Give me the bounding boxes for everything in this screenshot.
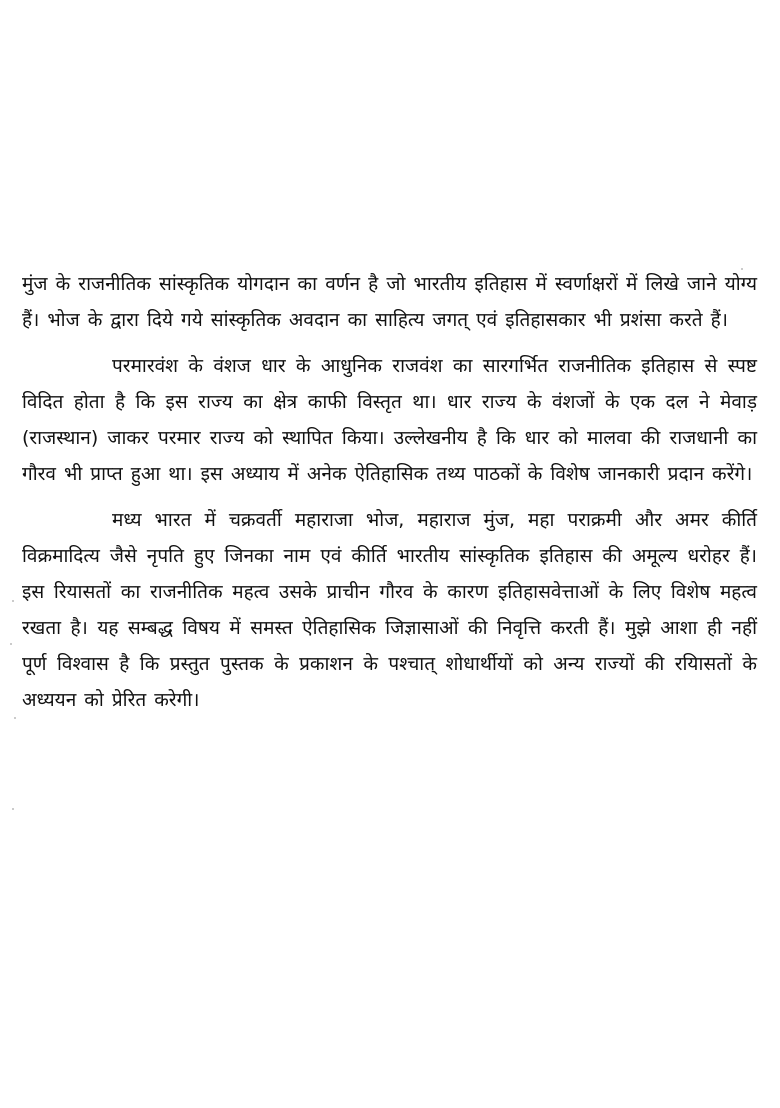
scan-speck	[14, 717, 16, 719]
scan-speck	[741, 268, 743, 270]
paragraph-munj-contribution: मुंज के राजनीतिक सांस्कृतिक योगदान का वर्णन है जो भारतीय इतिहास में स्वर्णाक्षरों में लिखे जाने योग्य हैं। भोज के द्वारा दिये गये सांस्कृतिक अवदान का साहित्य जगत् एवं इतिहासकार भी प्रशंसा करते हैं।	[22, 273, 757, 331]
scan-speck	[10, 643, 12, 645]
paragraph-central-india-kings: मध्य भारत में चक्रवर्ती महाराजा भोज, महाराज मुंज, महा पराक्रमी और अमर कीर्ति विक्रमादित्य जैसे नृपति हुए जिनका नाम एवं कीर्ति भारतीय सांस्कृतिक इतिहास की अमूल्य धरोहर हैं। इस रियासतों का राजनीतिक महत्व उसके प्राचीन गौरव के कारण इतिहासवेत्ताओं के लिए विशेष महत्व रखता है। यह सम्बद्ध विषय में समस्त ऐतिहासिक जिज्ञासाओं की निवृत्ति करती हैं। मुझे आशा ही नहीं पूर्ण विश्वास है कि प्रस्तुत पुस्तक के प्रकाशन के पश्चात् शोधार्थीयों को अन्य राज्यों की रयिासतों के अध्ययन को प्रेरित करेगी।	[22, 509, 757, 711]
paragraph-paramar-dynasty: परमारवंश के वंशज धार के आधुनिक राजवंश का सारगर्भित राजनीतिक इतिहास से स्पष्ट विदित होता है कि इस राज्य का क्षेत्र काफी विस्तृत था। धार राज्य के वंशजों के एक दल ने मेवाड़ (राजस्थान) जाकर परमार राज्य को स्थापित किया। उल्लेखनीय है कि धार को मालवा की राजधानी का गौरव भी प्राप्त हुआ था। इस अध्याय में अनेक ऐतिहासिक तथ्य पाठकों के विशेष जानकारी प्रदान करेंगे।	[22, 355, 757, 485]
document-page	[22, 266, 757, 718]
scan-speck	[12, 808, 14, 810]
scan-speck	[12, 600, 14, 602]
